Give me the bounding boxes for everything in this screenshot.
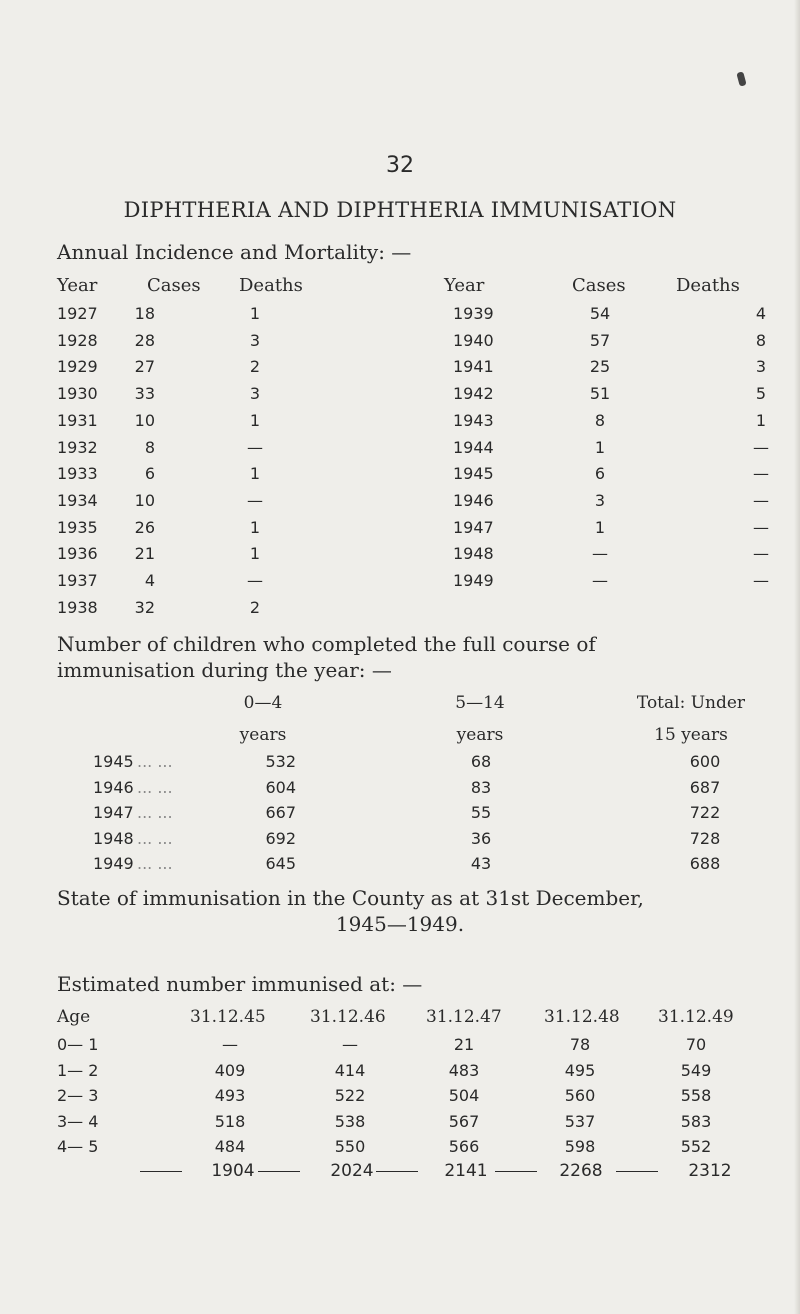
table-cell: 1935 bbox=[57, 517, 98, 537]
immunisation-para-line2: immunisation during the year: — bbox=[57, 658, 392, 682]
table-cell: 604 bbox=[265, 777, 296, 797]
leader-dots: ... ... bbox=[137, 828, 173, 848]
table-cell: — bbox=[753, 437, 769, 457]
total-rule bbox=[616, 1171, 658, 1172]
table-cell: 1 bbox=[249, 410, 261, 430]
table-cell: — bbox=[247, 437, 263, 457]
table-cell: — bbox=[342, 1035, 358, 1054]
table-cell: 537 bbox=[564, 1111, 596, 1131]
table-cell: 70 bbox=[685, 1035, 707, 1054]
table-cell: 21 bbox=[134, 544, 155, 564]
table-cell: 538 bbox=[334, 1111, 366, 1131]
table-cell: 1945 bbox=[453, 464, 494, 484]
estimated-heading: Estimated number immunised at: — bbox=[57, 972, 423, 996]
table-cell: 483 bbox=[448, 1060, 480, 1080]
column-header: Age bbox=[57, 1007, 91, 1027]
table-cell: 409 bbox=[214, 1060, 246, 1080]
table-cell: 1946 bbox=[453, 490, 494, 510]
table-cell: — bbox=[592, 571, 608, 590]
table-cell: 1940 bbox=[453, 330, 494, 350]
table-cell: 3 bbox=[249, 384, 261, 404]
table-cell: 1948 bbox=[453, 544, 494, 564]
table-cell: 1936 bbox=[57, 544, 98, 564]
table-cell: 25 bbox=[589, 357, 611, 377]
table-cell: 1942 bbox=[453, 384, 494, 404]
table-cell: 10 bbox=[134, 410, 155, 430]
incidence-heading: Annual Incidence and Mortality: — bbox=[57, 240, 412, 264]
total-cell: 1904 bbox=[211, 1161, 255, 1181]
column-header: Deaths bbox=[239, 275, 303, 296]
column-header: Deaths bbox=[676, 275, 740, 296]
table-cell: 57 bbox=[589, 330, 611, 350]
table-cell: 8 bbox=[755, 330, 767, 350]
state-para-line2: 1945—1949. bbox=[335, 912, 465, 936]
column-header: Year bbox=[57, 275, 98, 296]
table-cell: 21 bbox=[453, 1035, 475, 1054]
table-cell: 1932 bbox=[57, 437, 98, 457]
table-cell: 18 bbox=[134, 304, 155, 323]
column-header: 15 years bbox=[654, 725, 728, 745]
table-cell: 1 bbox=[249, 304, 261, 323]
table-cell: 1933 bbox=[57, 464, 98, 484]
table-cell: 1934 bbox=[57, 490, 98, 510]
table-cell: 28 bbox=[134, 330, 155, 350]
table-cell: 1930 bbox=[57, 384, 98, 404]
table-cell: 560 bbox=[564, 1086, 596, 1105]
immunisation-para-line1: Number of children who completed the full course of bbox=[57, 632, 596, 656]
table-cell: 549 bbox=[680, 1060, 712, 1080]
table-cell: 1928 bbox=[57, 330, 98, 350]
table-cell: 3— 4 bbox=[57, 1111, 99, 1131]
table-cell: 5 bbox=[755, 384, 767, 404]
table-cell: 414 bbox=[334, 1060, 366, 1080]
table-cell: 55 bbox=[470, 803, 492, 822]
table-cell: 1949 bbox=[453, 571, 494, 590]
row-year: 1945 bbox=[93, 752, 134, 771]
leader-dots: ... ... bbox=[137, 777, 173, 797]
table-cell: 722 bbox=[689, 803, 721, 822]
table-cell: 484 bbox=[214, 1137, 246, 1156]
table-cell: 4— 5 bbox=[57, 1137, 99, 1156]
table-cell: 78 bbox=[569, 1035, 591, 1054]
table-cell: — bbox=[753, 490, 769, 510]
table-cell: 83 bbox=[470, 777, 492, 797]
table-cell: 532 bbox=[265, 752, 296, 771]
total-rule bbox=[140, 1171, 182, 1172]
column-header: 31.12.46 bbox=[310, 1007, 386, 1027]
column-header: 31.12.45 bbox=[190, 1007, 266, 1027]
column-header: years bbox=[456, 725, 504, 745]
table-cell: — bbox=[753, 517, 769, 537]
page-title: DIPHTHERIA AND DIPHTHERIA IMMUNISATION bbox=[123, 198, 677, 222]
table-cell: 6 bbox=[144, 464, 155, 484]
table-cell: 8 bbox=[144, 437, 155, 457]
table-cell: 1 bbox=[249, 517, 261, 537]
table-cell: 4 bbox=[755, 304, 767, 323]
total-rule bbox=[495, 1171, 537, 1172]
table-cell: 3 bbox=[594, 490, 606, 510]
table-cell: 1 bbox=[249, 544, 261, 564]
column-header: Cases bbox=[572, 275, 626, 296]
table-cell: 688 bbox=[689, 854, 721, 873]
table-cell: — bbox=[222, 1035, 238, 1054]
table-cell: 6 bbox=[594, 464, 606, 484]
table-cell: 504 bbox=[448, 1086, 480, 1105]
total-rule bbox=[376, 1171, 418, 1172]
leader-dots: ... ... bbox=[137, 854, 173, 873]
column-header: Cases bbox=[147, 275, 201, 296]
table-cell: 1947 bbox=[453, 517, 494, 537]
table-cell: 3 bbox=[755, 357, 767, 377]
table-cell: 1927 bbox=[57, 304, 98, 323]
table-cell: 1937 bbox=[57, 571, 98, 590]
table-cell: 692 bbox=[265, 828, 296, 848]
column-header: 5—14 bbox=[455, 693, 505, 713]
table-cell: 1 bbox=[249, 464, 261, 484]
table-cell: 2 bbox=[249, 357, 261, 377]
row-year: 1946 bbox=[93, 777, 134, 797]
table-cell: 550 bbox=[334, 1137, 366, 1156]
column-header: 31.12.48 bbox=[544, 1007, 620, 1027]
leader-dots: ... ... bbox=[137, 752, 173, 771]
total-cell: 2312 bbox=[688, 1161, 732, 1181]
table-cell: 1— 2 bbox=[57, 1060, 99, 1080]
table-cell: 1 bbox=[755, 410, 767, 430]
table-cell: 33 bbox=[134, 384, 155, 404]
table-cell: 3 bbox=[249, 330, 261, 350]
table-cell: 493 bbox=[214, 1086, 246, 1105]
table-cell: — bbox=[247, 571, 263, 590]
column-header: Year bbox=[444, 275, 485, 296]
table-cell: 43 bbox=[470, 854, 492, 873]
table-cell: 1929 bbox=[57, 357, 98, 377]
table-cell: 32 bbox=[134, 597, 155, 617]
table-cell: 1 bbox=[594, 517, 606, 537]
row-year: 1948 bbox=[93, 828, 134, 848]
table-cell: 567 bbox=[448, 1111, 480, 1131]
table-cell: 8 bbox=[594, 410, 606, 430]
table-cell: 600 bbox=[689, 752, 721, 771]
table-cell: 0— 1 bbox=[57, 1035, 99, 1054]
table-cell: 2 bbox=[249, 597, 261, 617]
table-cell: 522 bbox=[334, 1086, 366, 1105]
table-cell: 518 bbox=[214, 1111, 246, 1131]
table-cell: 552 bbox=[680, 1137, 712, 1156]
table-cell: 1941 bbox=[453, 357, 494, 377]
row-year: 1949 bbox=[93, 854, 134, 873]
table-cell: 36 bbox=[470, 828, 492, 848]
table-cell: — bbox=[753, 544, 769, 564]
table-cell: 1931 bbox=[57, 410, 98, 430]
total-cell: 2268 bbox=[559, 1161, 603, 1181]
table-cell: 728 bbox=[689, 828, 721, 848]
table-cell: 667 bbox=[265, 803, 296, 822]
leader-dots: ... ... bbox=[137, 803, 173, 822]
table-cell: 10 bbox=[134, 490, 155, 510]
table-cell: 645 bbox=[265, 854, 296, 873]
column-header: 0—4 bbox=[243, 693, 283, 713]
table-cell: 4 bbox=[144, 571, 155, 590]
table-cell: 566 bbox=[448, 1137, 480, 1156]
table-cell: — bbox=[753, 464, 769, 484]
table-cell: 1943 bbox=[453, 410, 494, 430]
table-cell: 598 bbox=[564, 1137, 596, 1156]
table-cell: 1 bbox=[594, 437, 606, 457]
table-cell: — bbox=[592, 544, 608, 564]
table-cell: 27 bbox=[134, 357, 155, 377]
column-header: Total: Under bbox=[636, 693, 746, 713]
column-header: 31.12.49 bbox=[658, 1007, 734, 1027]
table-cell: 495 bbox=[564, 1060, 596, 1080]
state-para-line1: State of immunisation in the County as at 31st December, bbox=[57, 886, 644, 910]
table-cell: 687 bbox=[689, 777, 721, 797]
table-cell: — bbox=[247, 490, 263, 510]
table-cell: 54 bbox=[589, 304, 611, 323]
table-cell: 583 bbox=[680, 1111, 712, 1131]
ink-speck bbox=[736, 71, 746, 86]
table-cell: 51 bbox=[589, 384, 611, 404]
page-number: 32 bbox=[386, 153, 414, 178]
row-year: 1947 bbox=[93, 803, 134, 822]
total-rule bbox=[258, 1171, 300, 1172]
column-header: 31.12.47 bbox=[426, 1007, 502, 1027]
table-cell: 1944 bbox=[453, 437, 494, 457]
table-cell: 558 bbox=[680, 1086, 712, 1105]
table-cell: 1938 bbox=[57, 597, 98, 617]
column-header: years bbox=[239, 725, 287, 745]
table-cell: 68 bbox=[470, 752, 492, 771]
table-cell: 2— 3 bbox=[57, 1086, 99, 1105]
table-cell: 26 bbox=[134, 517, 155, 537]
table-cell: 1939 bbox=[453, 304, 494, 323]
table-cell: — bbox=[753, 571, 769, 590]
total-cell: 2024 bbox=[330, 1161, 374, 1181]
total-cell: 2141 bbox=[444, 1161, 488, 1181]
